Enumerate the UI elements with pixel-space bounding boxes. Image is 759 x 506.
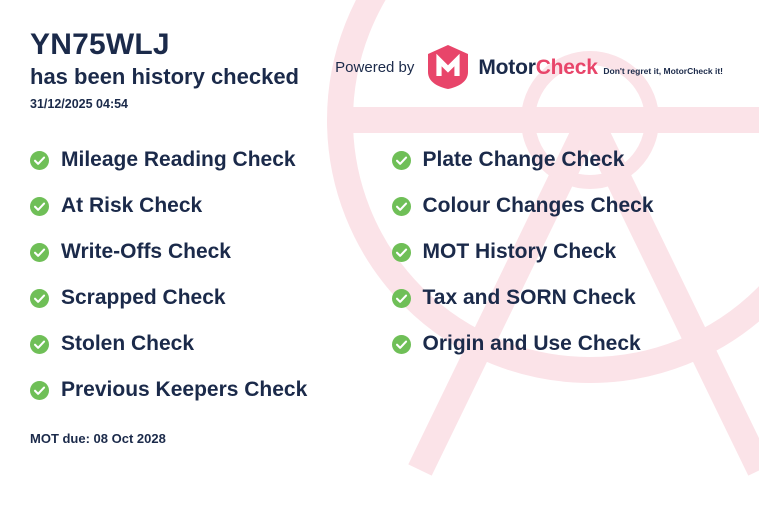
check-item (392, 229, 730, 275)
checks-column-right (380, 137, 730, 413)
brand-name-motor: Motor (478, 55, 536, 79)
check-item (30, 137, 380, 183)
checks-list (30, 137, 729, 413)
report-header (30, 28, 729, 111)
check-circle-icon (30, 197, 49, 216)
check-circle-icon (392, 335, 411, 354)
mot-due-label: MOT due: 08 Oct 2028 (30, 431, 166, 447)
motorcheck-wordmark (478, 57, 723, 78)
check-item (392, 183, 730, 229)
check-item (392, 275, 730, 321)
check-item (30, 229, 380, 275)
check-label: At Risk Check (61, 194, 203, 218)
vehicle-registration: YN75WLJ (30, 28, 170, 61)
check-label: Origin and Use Check (422, 332, 641, 356)
check-circle-icon (30, 289, 49, 308)
powered-by-label: Powered by (335, 58, 415, 76)
check-item (30, 321, 380, 367)
check-item (30, 183, 380, 229)
motorcheck-logo (426, 44, 723, 90)
brand-name-check: Check (535, 55, 598, 79)
check-circle-icon (30, 151, 49, 170)
brand-lockup (335, 44, 723, 90)
check-circle-icon (30, 243, 49, 262)
check-circle-icon (392, 197, 411, 216)
check-label: Tax and SORN Check (422, 286, 636, 310)
check-label: MOT History Check (422, 240, 617, 264)
brand-tagline: Don't regret it, MotorCheck it! (603, 65, 723, 76)
check-item (30, 367, 380, 413)
report-timestamp: 31/12/2025 04:54 (30, 97, 129, 112)
check-label: Stolen Check (61, 332, 195, 356)
check-circle-icon (30, 381, 49, 400)
check-label: Scrapped Check (61, 286, 226, 310)
check-label: Colour Changes Check (422, 194, 654, 218)
check-circle-icon (392, 289, 411, 308)
check-label: Write-Offs Check (61, 240, 231, 264)
history-checked-subtitle: has been history checked (30, 63, 299, 89)
vehicle-summary (30, 28, 299, 111)
check-label: Plate Change Check (422, 148, 625, 172)
check-item (392, 321, 730, 367)
check-item (392, 137, 730, 183)
check-circle-icon (30, 335, 49, 354)
check-circle-icon (392, 243, 411, 262)
check-circle-icon (392, 151, 411, 170)
check-label: Mileage Reading Check (61, 148, 296, 172)
checks-column-left (30, 137, 380, 413)
motorcheck-shield-icon (426, 44, 470, 90)
check-item (30, 275, 380, 321)
check-label: Previous Keepers Check (61, 378, 308, 402)
